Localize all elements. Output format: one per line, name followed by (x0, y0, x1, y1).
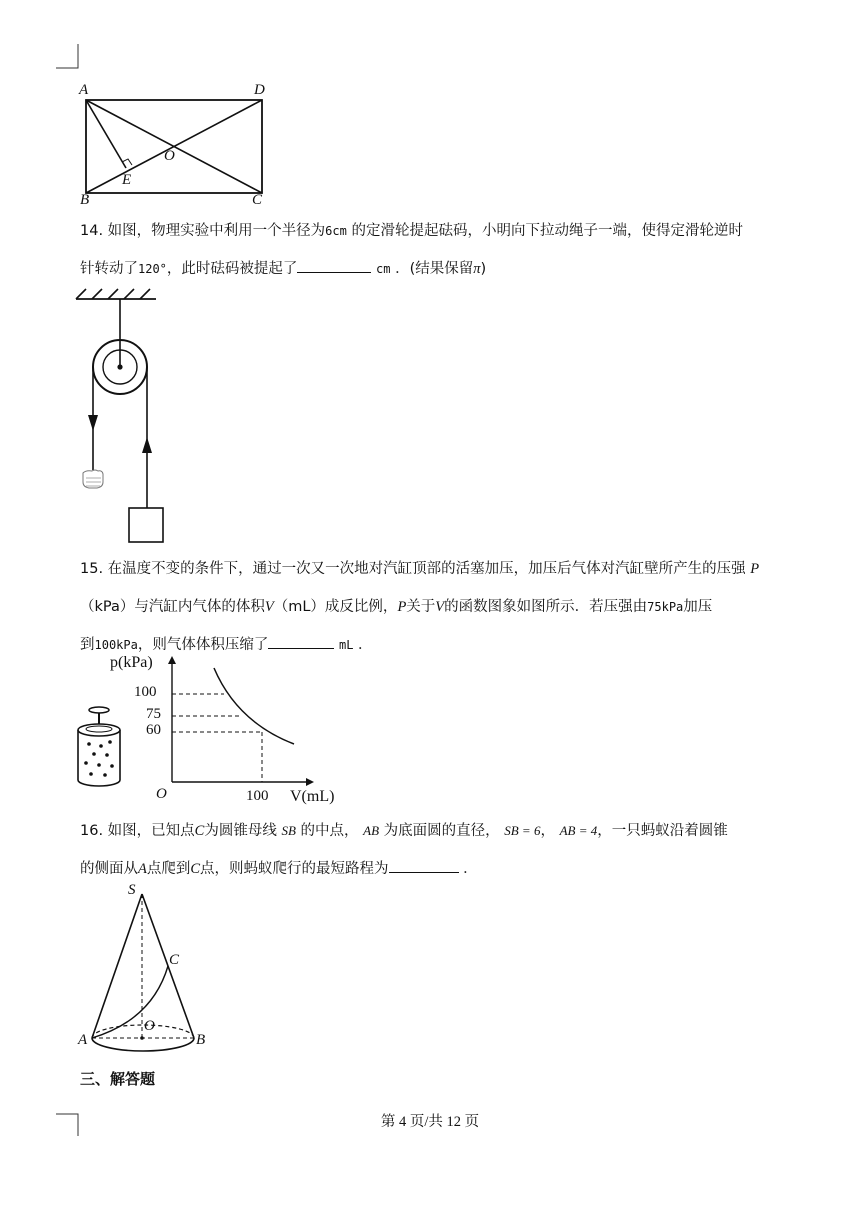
label-S: S (128, 882, 136, 898)
figure-cone (74, 880, 224, 1055)
figure-pressure (72, 650, 372, 815)
ytick-60: 60 (146, 722, 161, 738)
q14-tail: ．(结果保留 (395, 261, 474, 277)
q15-P-2: P (397, 599, 407, 615)
page-footer: 第 4 页/共 12 页 (380, 1114, 480, 1130)
q15-V: V (264, 599, 274, 615)
rectangle-diagram (76, 80, 276, 210)
figure-rectangle (76, 80, 276, 210)
q15-p-from: 75kPa (647, 600, 684, 614)
q16-A: A (138, 861, 147, 877)
q15-text-3a: 到 (80, 637, 95, 653)
q16-eq2: AB = 4 (559, 823, 598, 838)
ytick-75: 75 (146, 706, 161, 722)
question-16 (80, 812, 800, 888)
q15-text-2d: 的函数图象如图所示．若压强由 (444, 599, 648, 615)
graph-origin: O (156, 786, 167, 802)
cylinder-icon (78, 707, 120, 786)
label-A: A (79, 82, 89, 98)
q15-P: P (750, 561, 760, 577)
q15-text-1: 在温度不变的条件下，通过一次又一次地对汽缸顶部的活塞加压，加压后气体对汽缸壁所产生的压强 (107, 561, 746, 577)
q16-text-1a: 如图，已知点 (107, 823, 195, 839)
q16-text-2c: 点，则蚂蚁爬行的最短路程为 (200, 861, 389, 877)
q16-SB: SB (281, 823, 296, 838)
question-14 (80, 212, 800, 288)
label-C-cone: C (169, 952, 180, 968)
q15-text-2c: 关于 (406, 599, 436, 615)
label-B: B (80, 192, 90, 208)
xtick-100: 100 (246, 788, 269, 804)
q15-text-3b: ，则气体体积压缩了 (137, 637, 269, 653)
figure-pulley (72, 285, 182, 550)
q15-p-to: 100kPa (94, 638, 138, 652)
q14-unit: cm (376, 262, 391, 276)
q16-AB: AB (363, 823, 380, 838)
q15-answer-blank[interactable] (268, 634, 334, 649)
hand-icon (83, 470, 103, 488)
q14-angle: 120° (138, 262, 167, 276)
corner-mark-top (52, 40, 82, 72)
q15-text-2a: （kPa）与汽缸内气体的体积 (80, 599, 265, 615)
section-title: 三、解答题 (80, 1070, 156, 1088)
q14-answer-blank[interactable] (297, 258, 371, 273)
q16-text-1e: ，一只蚂蚁沿着圆锥 (597, 823, 728, 839)
q16-text-2b: 点爬到 (146, 861, 191, 877)
q14-text-2b: ，此时砝码被提起了 (166, 261, 298, 277)
ytick-100: 100 (134, 684, 157, 700)
question-15 (80, 550, 800, 664)
q16-text-1b: 为圆锥母线 (204, 823, 277, 839)
q15-tail: ． (358, 637, 373, 653)
label-O: O (164, 148, 175, 164)
q16-C: C (194, 823, 205, 839)
q14-text-1b: 的定滑轮提起砝码，小明向下拉动绳子一端，使得定滑轮逆时 (351, 223, 743, 239)
q16-eq1: SB = 6 (504, 823, 541, 838)
q16-number: 16. (80, 823, 104, 839)
q15-text-2b: （mL）成反比例， (273, 599, 398, 615)
q16-text-1c: 的中点， (300, 823, 359, 839)
q16-C-2: C (190, 861, 201, 877)
q14-number: 14. (80, 223, 104, 239)
q14-close: ) (480, 261, 487, 277)
q14-radius: 6cm (325, 224, 347, 238)
label-C: C (252, 192, 263, 208)
graph-ylabel: p(kPa) (110, 654, 153, 671)
q16-text-1d: 为底面圆的直径， (383, 823, 500, 839)
q16-text-2a: 的侧面从 (80, 861, 138, 877)
pulley-diagram (72, 285, 182, 550)
q14-text-2a: 针转动了 (80, 261, 138, 277)
label-E: E (122, 172, 132, 188)
q15-unit: mL (338, 638, 354, 652)
q16-tail: ． (463, 861, 478, 877)
graph-xlabel: V(mL) (290, 788, 335, 805)
q15-number: 15. (80, 561, 104, 577)
q15-V-2: V (435, 599, 445, 615)
q16-comma: ， (540, 823, 555, 839)
q14-pi: π (473, 261, 481, 277)
label-D: D (254, 82, 265, 98)
q16-answer-blank[interactable] (389, 858, 459, 873)
label-B-cone: B (196, 1032, 206, 1048)
q14-text-1: 如图，物理实验中利用一个半径为 (107, 223, 326, 239)
label-O-cone: O (144, 1018, 155, 1034)
q15-text-2e: 加压 (683, 599, 713, 615)
label-A-cone: A (78, 1032, 88, 1048)
